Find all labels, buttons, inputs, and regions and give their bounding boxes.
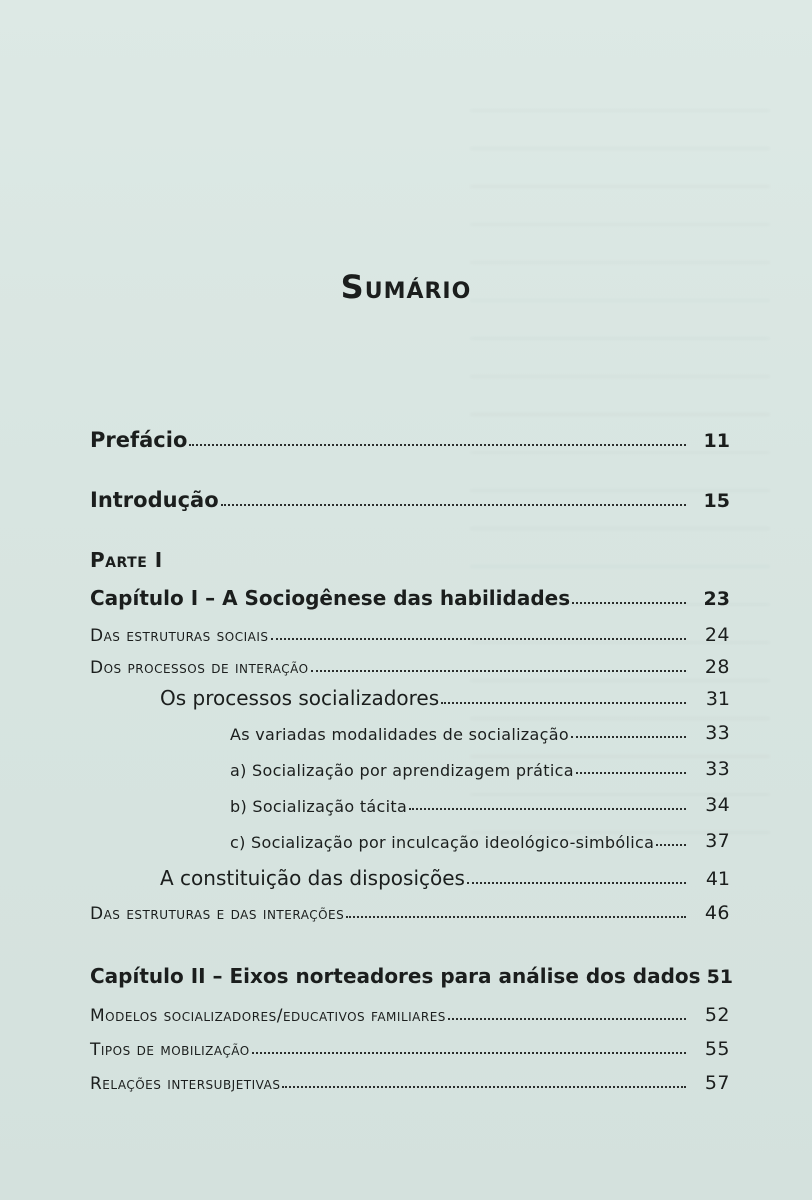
toc-page-number: 37 — [705, 830, 730, 852]
toc-entry-modalidades — [230, 712, 730, 744]
dot-leader — [571, 736, 686, 738]
toc-label: Tipos de mobilização — [90, 1040, 250, 1060]
toc-entry-introducao — [90, 480, 730, 512]
toc-entry-prefacio — [90, 420, 730, 452]
dot-leader — [409, 808, 686, 810]
part-heading: Parte I — [90, 548, 163, 572]
toc-entry-processos-interacao — [90, 646, 730, 678]
toc-label: Dos processos de interação — [90, 658, 309, 678]
toc-label: Prefácio — [90, 428, 188, 452]
page-title: Sumário — [340, 268, 472, 306]
dot-leader — [252, 1052, 686, 1054]
toc-entry-estruturas-interacoes — [90, 892, 730, 924]
dot-leader — [572, 602, 686, 604]
toc-page-number: 34 — [705, 794, 730, 816]
toc-page-number: 41 — [705, 868, 730, 890]
toc-entry-relacoes-intersubjetivas — [90, 1062, 730, 1094]
toc-page-number: 33 — [705, 758, 730, 780]
toc-entry-processos-socializadores — [160, 678, 730, 710]
dot-leader — [467, 882, 686, 884]
toc-label: A constituição das disposições — [160, 866, 465, 890]
toc-page-number: 28 — [704, 656, 730, 678]
dot-leader — [576, 772, 686, 774]
dot-leader — [282, 1086, 686, 1088]
dot-leader — [311, 670, 686, 672]
toc-label: Capítulo II – Eixos norteadores para análise dos dados — [90, 964, 701, 988]
toc-page-number: 33 — [705, 722, 730, 744]
toc-label: a) Socialização por aprendizagem prática — [230, 761, 574, 780]
toc-label: Das estruturas sociais — [90, 626, 269, 646]
toc-entry-modelos-socializadores — [90, 994, 730, 1026]
toc-entry-disposicoes — [160, 858, 730, 890]
toc-entry-inculcacao — [230, 820, 730, 852]
dot-leader — [448, 1018, 686, 1020]
toc-page-number: 31 — [705, 688, 730, 710]
toc-entry-aprendizagem-pratica — [230, 748, 730, 780]
dot-leader — [189, 444, 686, 446]
toc-page-number: 24 — [704, 624, 730, 646]
toc-page-number: 11 — [703, 430, 730, 452]
dot-leader — [656, 844, 686, 846]
toc-page-number: 23 — [703, 588, 730, 610]
dot-leader — [346, 916, 686, 918]
toc-label: Os processos socializadores — [160, 686, 440, 710]
toc-label: Das estruturas e das interações — [90, 904, 345, 924]
toc-label: c) Socialização por inculcação ideológico-simbólica — [230, 833, 655, 852]
toc-entry-socializacao-tacita — [230, 784, 730, 816]
toc-page-number: 55 — [704, 1038, 730, 1060]
toc-label: Introdução — [90, 488, 219, 512]
toc-page-number: 46 — [704, 902, 730, 924]
toc-label: Capítulo I – A Sociogênese das habilidades — [90, 586, 571, 610]
toc-page-number: 15 — [703, 490, 730, 512]
dot-leader — [271, 638, 686, 640]
toc-label: As variadas modalidades de socialização — [230, 725, 569, 744]
dot-leader — [441, 702, 686, 704]
toc-page-number: 52 — [704, 1004, 730, 1026]
toc-page-number: 51 — [706, 966, 734, 988]
toc-entry-chapter-2 — [90, 956, 734, 988]
toc-page-number: 57 — [704, 1072, 730, 1094]
toc-label: b) Socialização tácita — [230, 797, 408, 816]
toc-label: Modelos socializadores/educativos familiares — [90, 1006, 446, 1026]
toc-entry-estruturas-sociais — [90, 614, 730, 646]
toc-entry-chapter-1 — [90, 578, 730, 610]
toc-entry-tipos-mobilizacao — [90, 1028, 730, 1060]
dot-leader — [221, 504, 686, 506]
toc-label: Relações intersubjetivas — [90, 1074, 281, 1094]
